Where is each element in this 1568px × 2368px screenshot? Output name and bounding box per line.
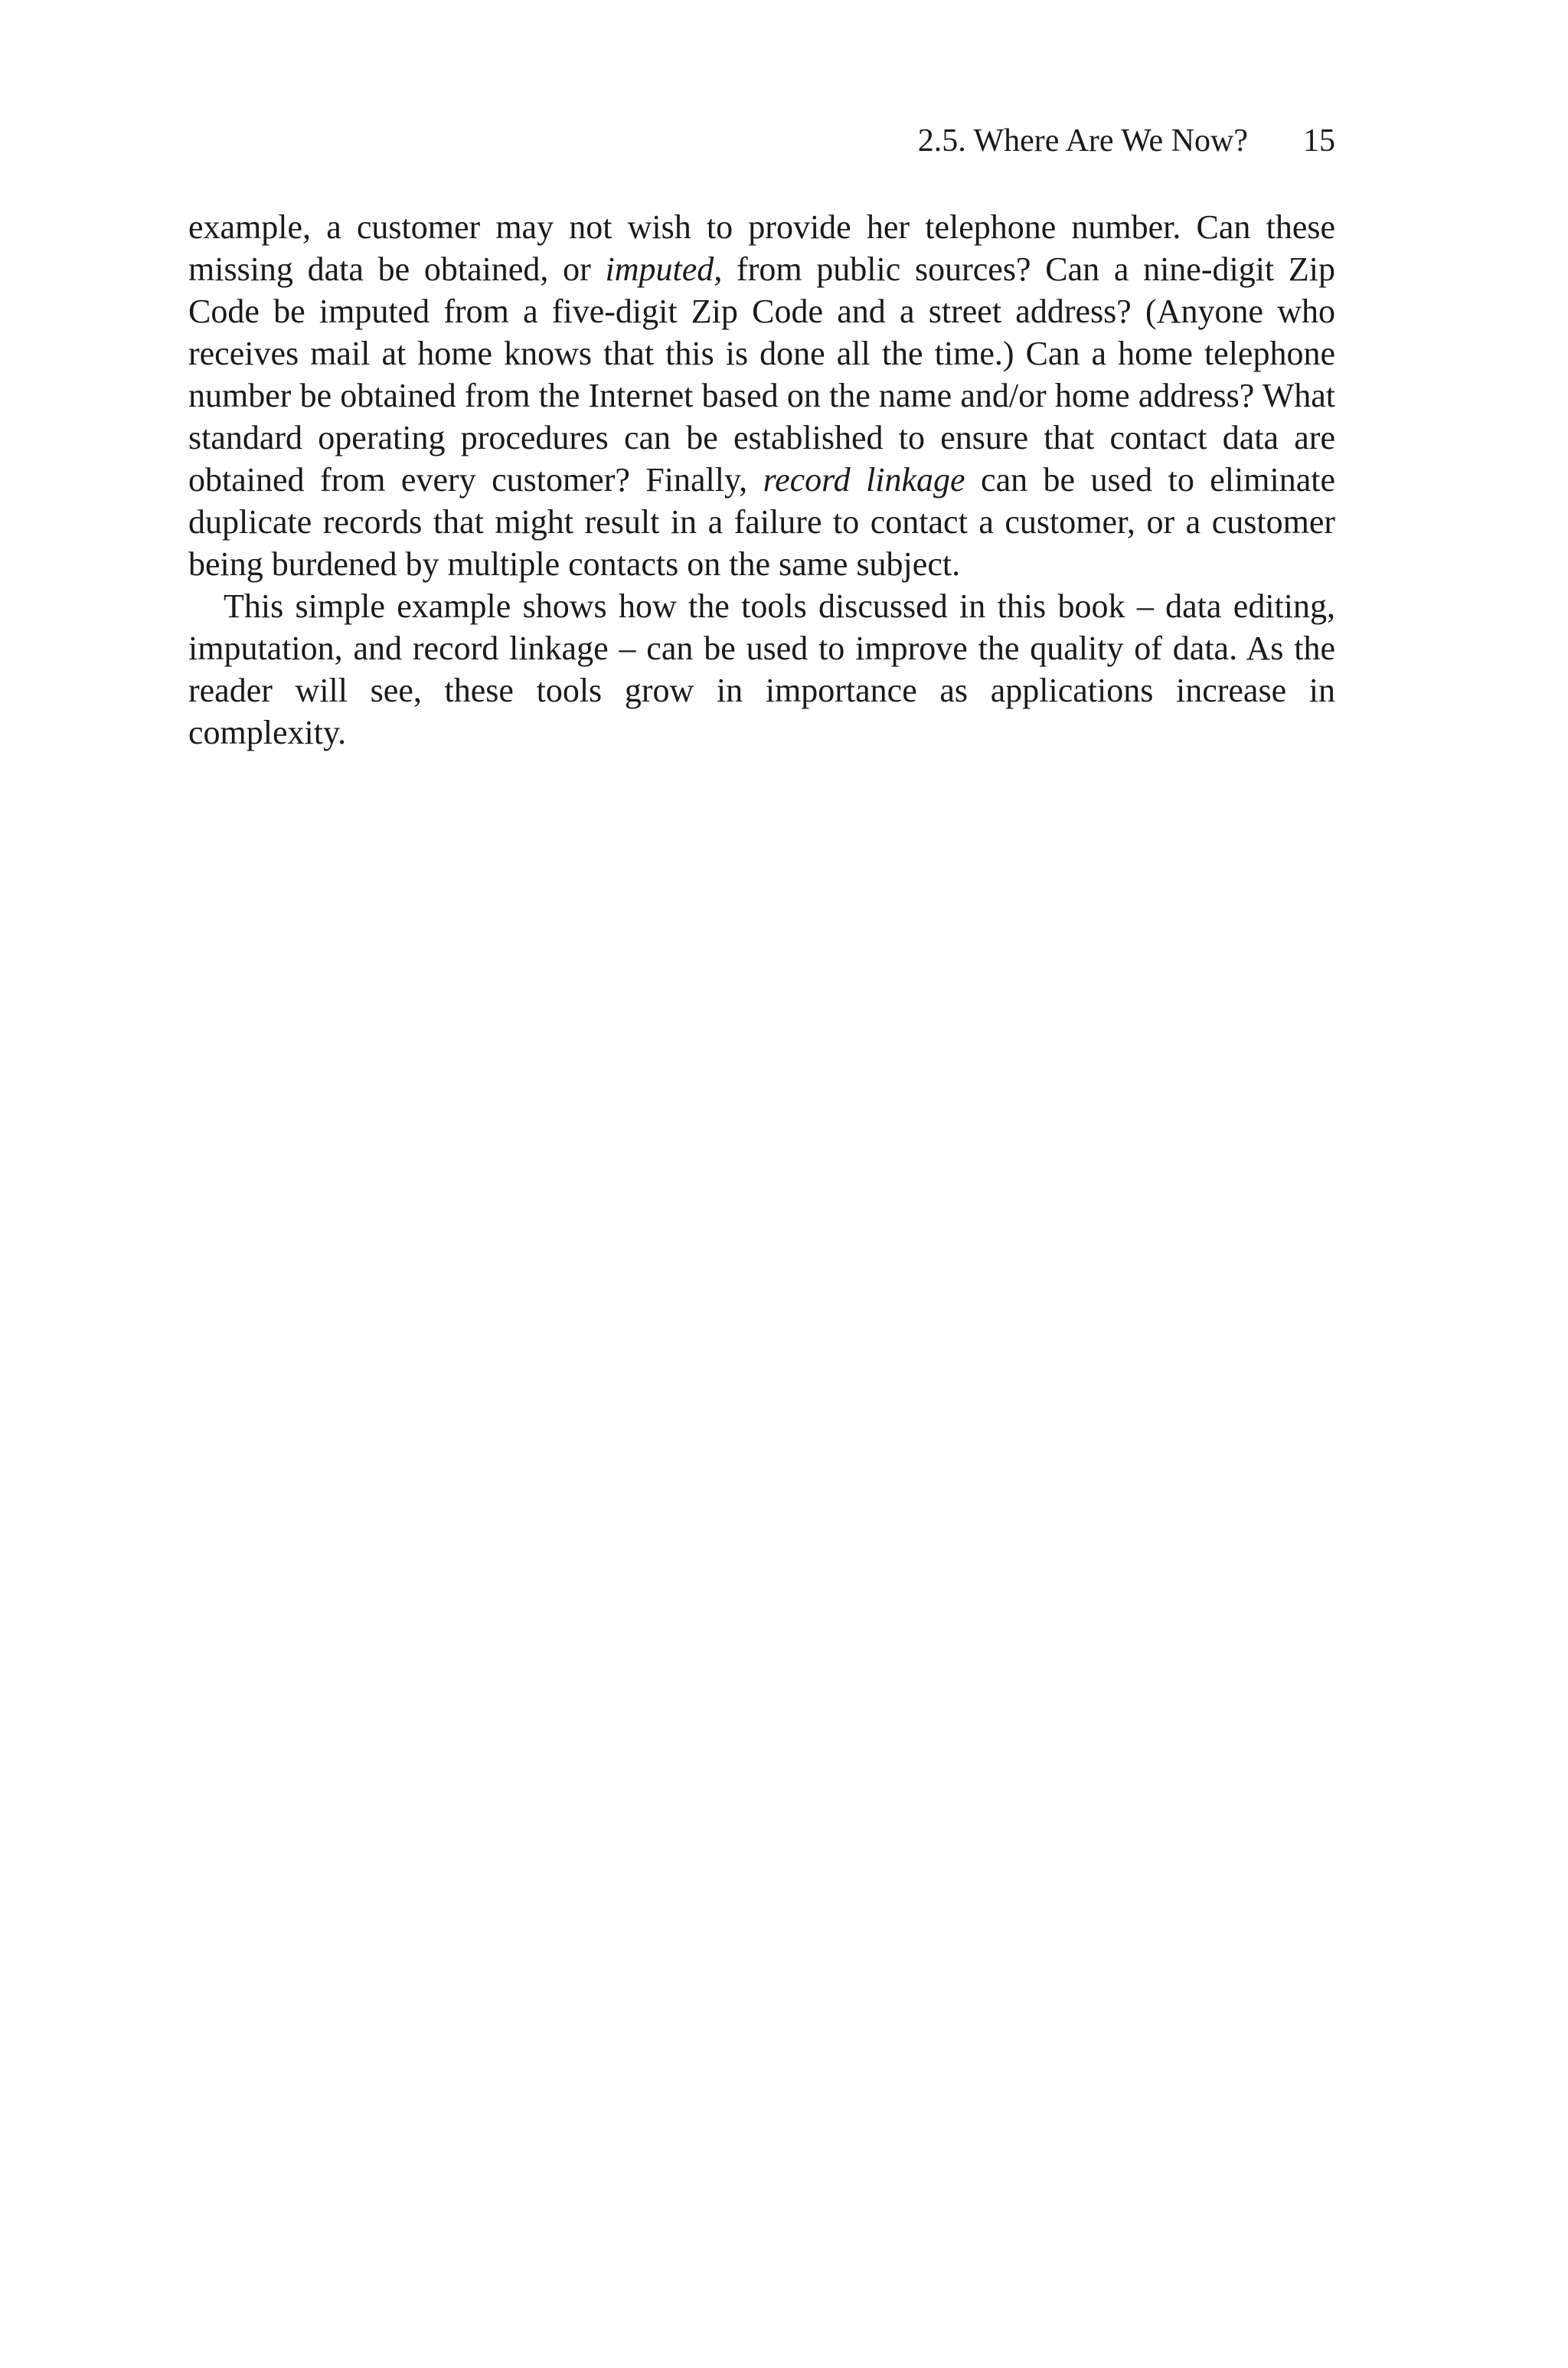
term-record-linkage: record linkage [763, 461, 965, 499]
paragraph-1-text-a: example, a customer may not wish to provide her telephone number. Can these missing data be obtained, or [188, 208, 1335, 288]
term-imputed: imputed [605, 250, 714, 288]
body-text [188, 206, 1335, 754]
paragraph-1-text-b: , from public sources? Can a nine-digit Zip Code be imputed from a five-digit Zip Code and a street address? (Anyone who receives mail at home knows that this is done all the time.) Can a home telephone number be obtained from the Internet based on the name and/or home address? What standard operating procedures can be established to ensure that contact data are obtained from every customer? Finally, [188, 250, 1335, 499]
paragraph-1 [188, 206, 1335, 585]
paragraph-2: This simple example shows how the tools discussed in this book – data editing, imputation, and record linkage – can be used to improve the quality of data. As the reader will see, these tools grow in importance as applications increase in complexity. [188, 587, 1335, 751]
page-number: 15 [1303, 123, 1335, 159]
running-head-section-title: 2.5. Where Are We Now? [917, 123, 1248, 159]
paragraph-1-text-c: can be used to eliminate duplicate records that might result in a failure to contact a customer, or a customer being burdened by multiple contacts on the same subject. [188, 461, 1335, 583]
running-head [188, 119, 1335, 162]
